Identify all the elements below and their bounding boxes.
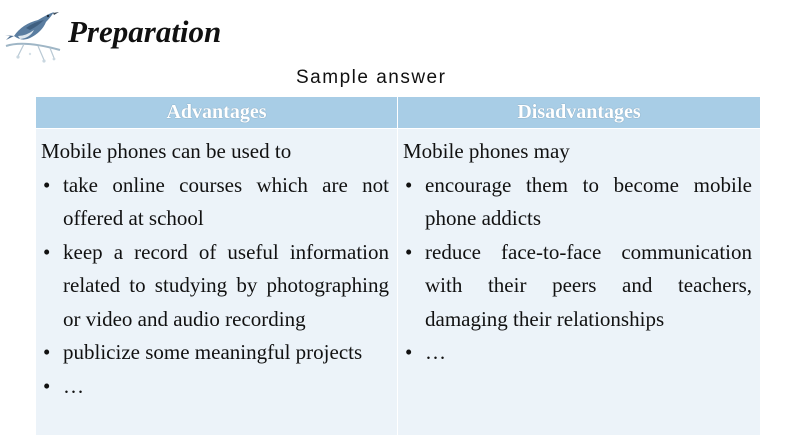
bullet-icon: •: [405, 239, 413, 264]
list-item: • …: [403, 336, 752, 370]
disadvantages-list: [403, 169, 752, 370]
bullet-icon: •: [43, 373, 51, 398]
bullet-icon: •: [43, 239, 51, 264]
table-header-row: [36, 97, 761, 129]
bullet-icon: •: [405, 340, 413, 364]
header-advantages: Advantages: [36, 97, 398, 129]
bullet-icon: •: [43, 340, 51, 364]
advantages-list: [41, 169, 389, 404]
list-item: • reduce face-to-face communication with their peers and teachers, damaging their relationships: [403, 236, 752, 337]
table-caption: Sample answer: [296, 67, 447, 88]
list-item: • …: [41, 370, 389, 404]
page-title: Preparation: [68, 14, 222, 49]
bullet-icon: •: [405, 172, 413, 197]
header-disadvantages: Disadvantages: [398, 97, 761, 129]
advantages-intro: Mobile phones can be used to: [41, 139, 292, 163]
list-item: • take online courses which are not offered at school: [41, 169, 389, 236]
list-item: • keep a record of useful information related to studying by photographing or video and audio recording: [41, 236, 389, 337]
disadvantages-cell: [398, 129, 761, 436]
table-row: [36, 129, 761, 436]
bullet-icon: •: [43, 172, 51, 197]
list-item: • encourage them to become mobile phone addicts: [403, 169, 752, 236]
bird-icon: [4, 6, 62, 66]
disadvantages-intro: Mobile phones may: [403, 139, 570, 163]
comparison-table: [35, 96, 761, 436]
list-item: • publicize some meaningful projects: [41, 336, 389, 370]
advantages-cell: [36, 129, 398, 436]
